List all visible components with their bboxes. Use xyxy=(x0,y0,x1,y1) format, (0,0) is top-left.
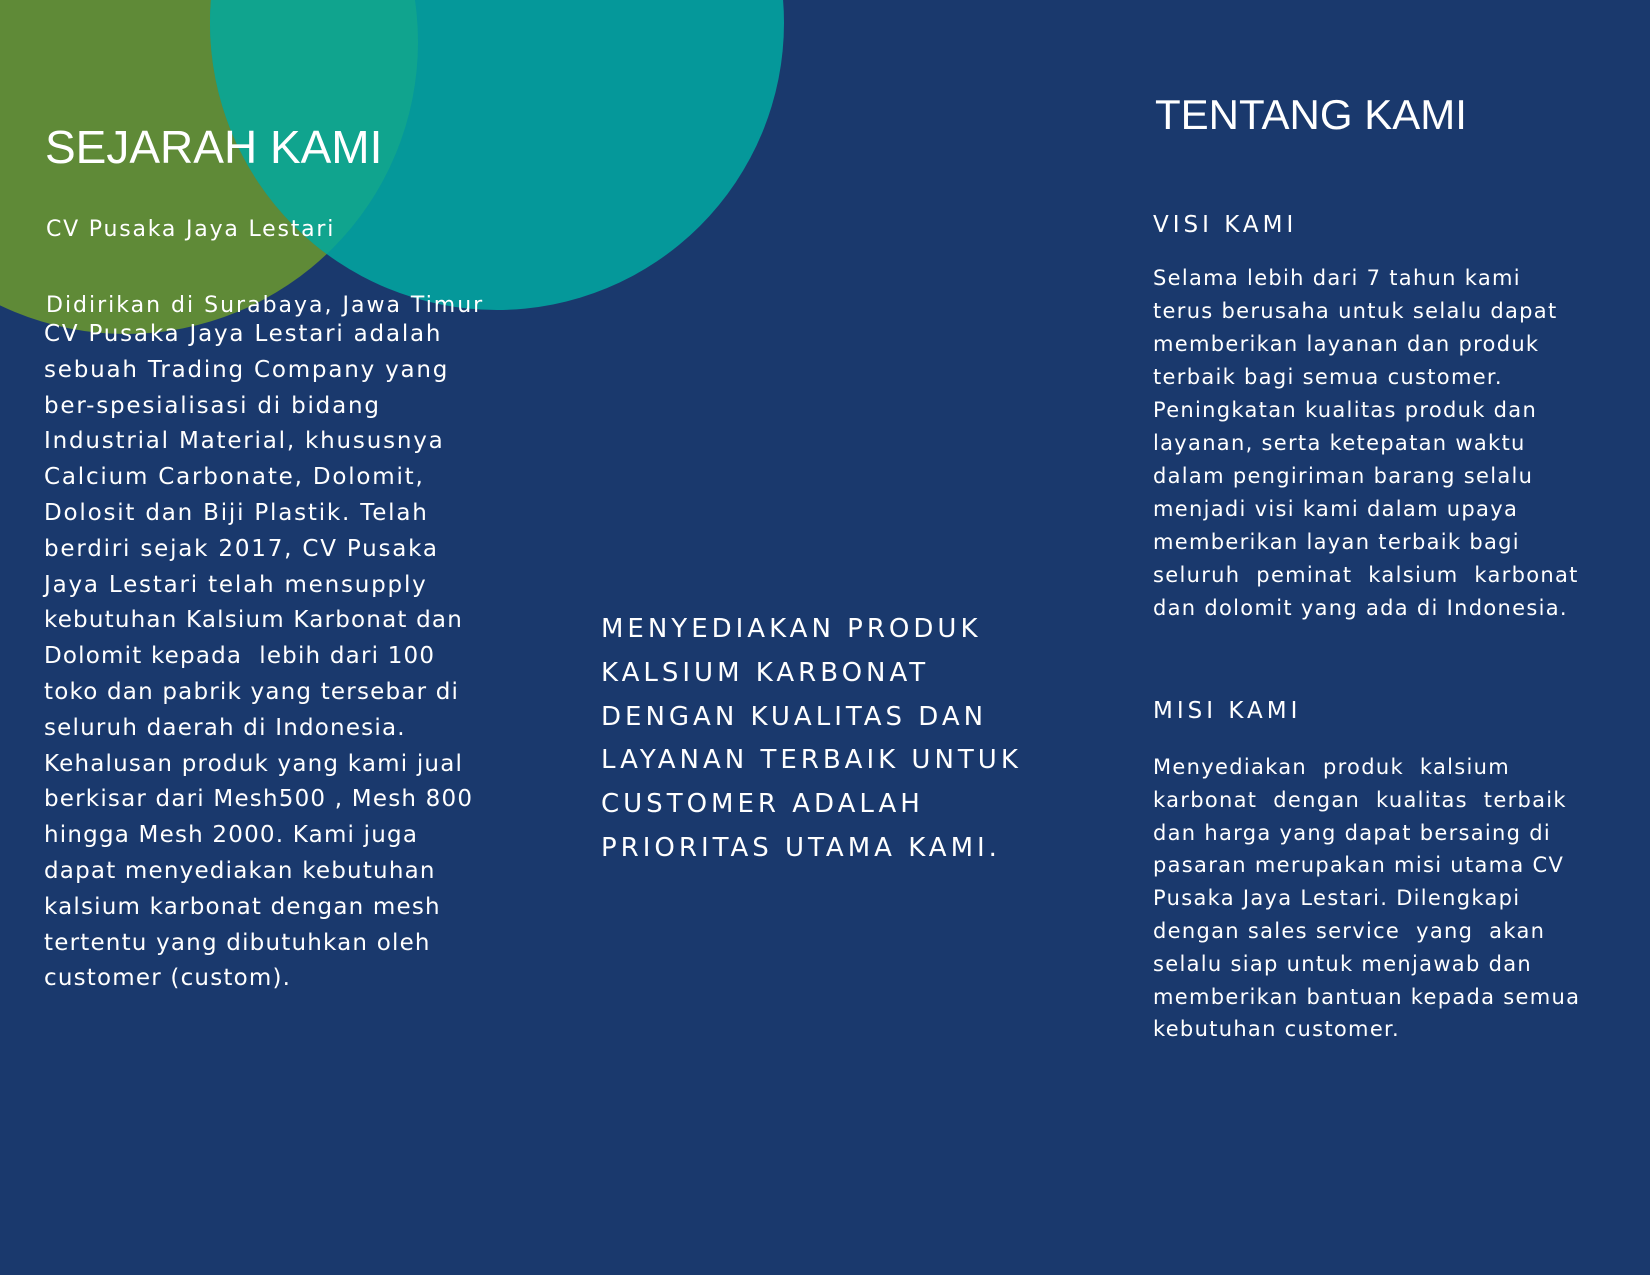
visi-paragraph xyxy=(1153,262,1579,625)
tagline-line: PRIORITAS UTAMA KAMI. xyxy=(601,832,1001,863)
sejarah-paragraph-line: Kehalusan produk yang kami jual xyxy=(44,750,464,777)
misi-paragraph-line: karbonat dengan kualitas terbaik xyxy=(1153,787,1567,812)
misi-paragraph-line: kebutuhan customer. xyxy=(1153,1017,1401,1042)
sejarah-paragraph-line: customer (custom). xyxy=(44,965,292,992)
tagline-line: MENYEDIAKAN PRODUK xyxy=(601,614,982,644)
visi-paragraph-line: menjadi visi kami dalam upaya xyxy=(1153,497,1519,521)
sejarah-paragraph-line: sebuah Trading Company yang xyxy=(44,356,450,383)
misi-heading: MISI KAMI xyxy=(1153,698,1302,724)
tentang-title: TENTANG KAMI xyxy=(1155,91,1467,138)
misi-paragraph-line: pasaran merupakan misi utama CV xyxy=(1153,853,1565,878)
company-name: CV Pusaka Jaya Lestari xyxy=(46,217,336,242)
tagline-line: LAYANAN TERBAIK UNTUK xyxy=(601,745,1022,776)
visi-paragraph-line: dan dolomit yang ada di Indonesia. xyxy=(1153,596,1568,620)
sejarah-paragraph-line: Industrial Material, khususnya xyxy=(44,428,445,455)
visi-paragraph-line: memberikan layan terbaik bagi xyxy=(1153,530,1520,554)
misi-paragraph xyxy=(1153,751,1580,1046)
sejarah-paragraph-line: Calcium Carbonate, Dolomit, xyxy=(44,464,425,491)
visi-paragraph-line: seluruh peminat kalsium karbonat xyxy=(1153,563,1579,587)
misi-paragraph-line: Menyediakan produk kalsium xyxy=(1153,755,1510,779)
sejarah-paragraph-line: dapat menyediakan kebutuhan xyxy=(44,857,436,884)
misi-paragraph-line: dan harga yang dapat bersaing di xyxy=(1153,820,1552,845)
sejarah-title: SEJARAH KAMI xyxy=(45,121,383,173)
sejarah-paragraph-line: CV Pusaka Jaya Lestari adalah xyxy=(44,321,443,347)
misi-paragraph-line: Pusaka Jaya Lestari. Dilengkapi xyxy=(1153,886,1521,911)
tagline-line: CUSTOMER ADALAH xyxy=(601,789,924,820)
visi-paragraph-line: Peningkatan kualitas produk dan xyxy=(1153,398,1538,422)
visi-paragraph-line: Selama lebih dari 7 tahun kami xyxy=(1153,266,1521,290)
misi-paragraph-line: selalu siap untuk menjawab dan xyxy=(1153,951,1532,976)
sejarah-paragraph-line: kalsium karbonat dengan mesh xyxy=(44,893,441,920)
sejarah-paragraph-line: berdiri sejak 2017, CV Pusaka xyxy=(44,535,439,562)
sejarah-paragraph-line: ber-spesialisasi di bidang xyxy=(44,392,381,419)
misi-paragraph-line: dengan sales service yang akan xyxy=(1153,918,1546,943)
tagline-line: DENGAN KUALITAS DAN xyxy=(601,701,988,732)
sejarah-paragraph-line: Dolomit kepada lebih dari 100 xyxy=(44,643,436,670)
sejarah-paragraph-line: tertentu yang dibutuhkan oleh xyxy=(44,929,431,956)
visi-paragraph-line: memberikan layanan dan produk xyxy=(1153,332,1540,356)
visi-paragraph-line: terus berusaha untuk selalu dapat xyxy=(1153,299,1558,323)
sejarah-paragraph-line: kebutuhan Kalsium Karbonat dan xyxy=(44,607,463,634)
sejarah-paragraph xyxy=(44,317,473,997)
visi-paragraph-line: dalam pengiriman barang selalu xyxy=(1153,464,1534,488)
sejarah-paragraph-line: seluruh daerah di Indonesia. xyxy=(44,714,406,741)
visi-paragraph-line: terbaik bagi semua customer. xyxy=(1153,365,1503,389)
sejarah-paragraph-line: toko dan pabrik yang tersebar di xyxy=(44,678,460,705)
sejarah-paragraph-line: Jaya Lestari telah mensupply xyxy=(44,571,428,598)
misi-paragraph-line: memberikan bantuan kepada semua xyxy=(1153,984,1581,1009)
visi-paragraph-line: layanan, serta ketepatan waktu xyxy=(1153,431,1526,455)
visi-heading: VISI KAMI xyxy=(1153,212,1298,238)
founded-location: Didirikan di Surabaya, Jawa Timur xyxy=(46,293,485,318)
sejarah-paragraph-line: berkisar dari Mesh500 , Mesh 800 xyxy=(44,786,474,813)
sejarah-paragraph-line: Dolosit dan Biji Plastik. Telah xyxy=(44,499,429,526)
tagline xyxy=(601,608,1022,871)
tagline-line: KALSIUM KARBONAT xyxy=(601,657,930,688)
sejarah-paragraph-line: hingga Mesh 2000. Kami juga xyxy=(44,822,419,849)
